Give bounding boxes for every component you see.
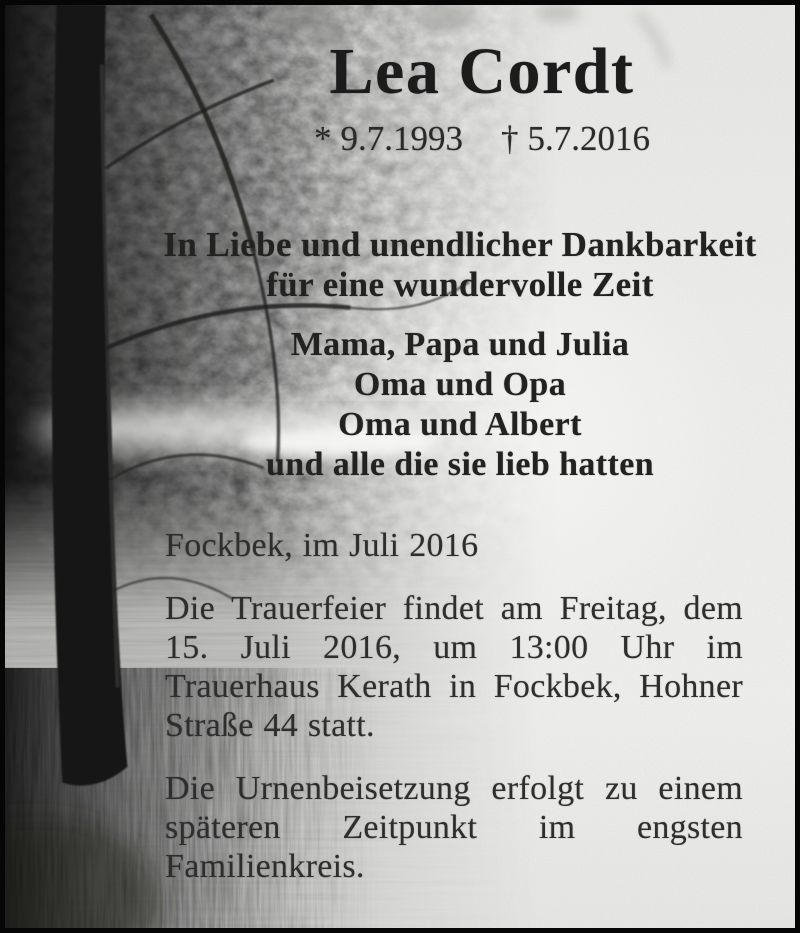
tribute-line: In Liebe und unendlicher Dankbarkeit	[163, 225, 757, 264]
mourner-line: Oma und Albert	[338, 406, 582, 443]
tribute-line: für eine wundervolle Zeit	[266, 265, 654, 304]
death-date	[501, 118, 650, 160]
burial-paragraph: Die Urnenbeisetzung erfolgt zu einem späteren Zeitpunkt im engsten Familienkreis.	[165, 770, 743, 885]
birth-date-value: 9.7.1993	[340, 119, 463, 158]
tribute-lines	[152, 225, 768, 305]
mourner-line: und alle die sie lieb hatten	[265, 446, 655, 483]
place-and-date: Fockbek, im Juli 2016	[165, 527, 479, 564]
deceased-name: Lea Cordt	[329, 35, 635, 108]
mourners-list	[152, 325, 768, 485]
mourner-line: Oma und Opa	[353, 366, 567, 403]
mourner-line: Mama, Papa und Julia	[290, 326, 630, 363]
death-date-value: 5.7.2016	[527, 119, 650, 158]
death-cross-icon: †	[501, 119, 519, 158]
funeral-service-paragraph: Die Trauerfeier findet am Freitag, dem 15. Juli 2016, um 13:00 Uhr im Trauerhaus Kerath in Fockbek, Hohner Straße 44 statt.	[165, 590, 743, 744]
birth-date	[314, 118, 463, 160]
birth-star-icon: *	[314, 119, 332, 158]
life-dates	[170, 118, 794, 160]
